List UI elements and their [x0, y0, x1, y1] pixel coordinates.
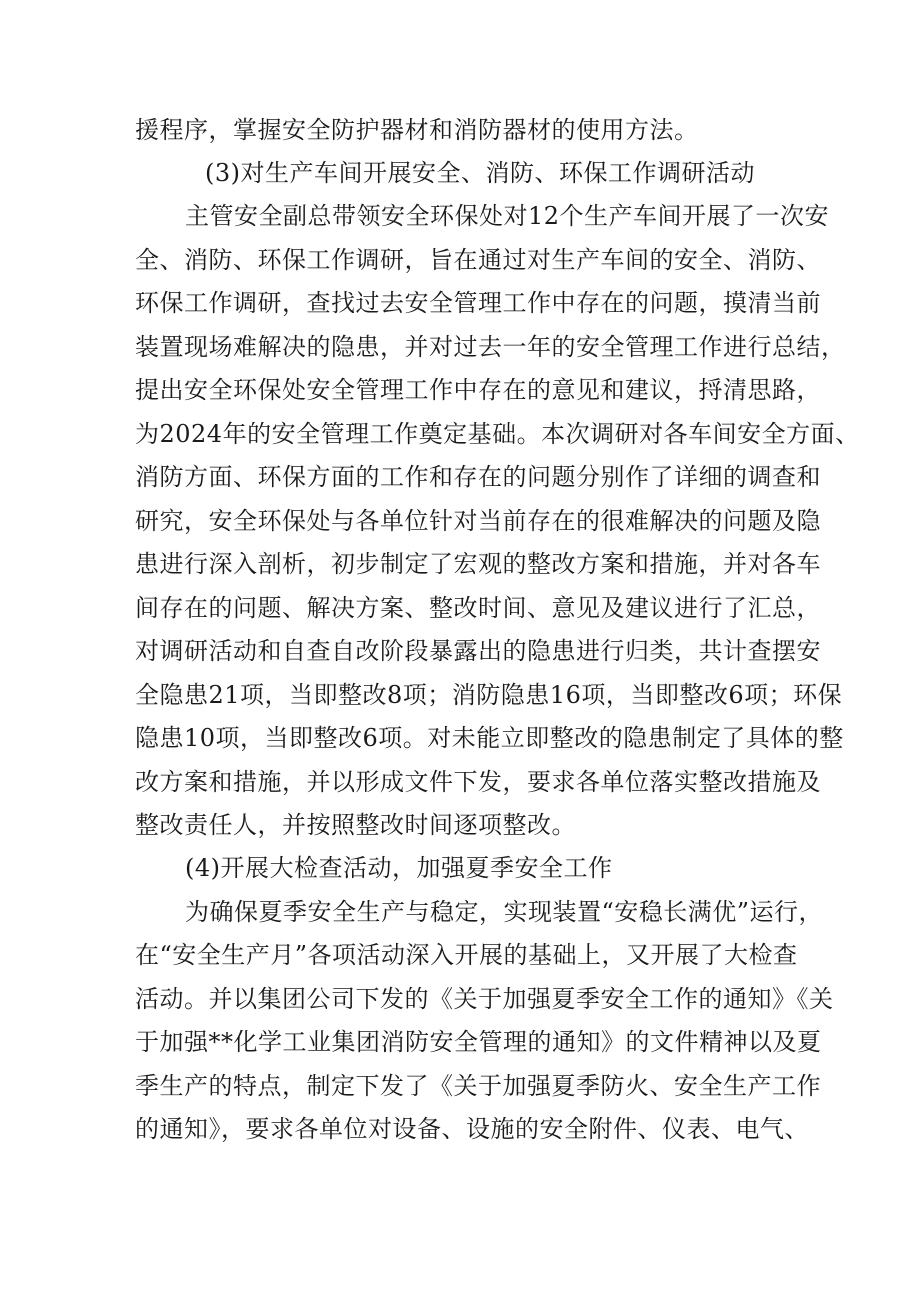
text-line: 间存在的问题、解决方案、整改时间、意见及建议进行了汇总， [135, 594, 821, 622]
text-line: 装置现场难解决的隐患，并对过去一年的安全管理工作进行总结， [135, 333, 846, 361]
text-line: 研究，安全环保处与各单位针对当前存在的很难解决的问题及隐 [135, 507, 821, 535]
section-heading-4: (4)开展大检查活动，加强夏季安全工作 [185, 854, 613, 882]
text-line: 整改责任人，并按照整改时间逐项整改。 [135, 811, 576, 839]
text-line: 季生产的特点，制定下发了《关于加强夏季防火、安全生产工作 [135, 1072, 821, 1100]
text-line: 全、消防、环保工作调研，旨在通过对生产车间的安全、消防、 [135, 246, 821, 274]
text-line: 隐患10项，当即整改6项。对未能立即整改的隐患制定了具体的整 [135, 724, 844, 752]
section-heading-3: (3)对生产车间开展安全、消防、环保工作调研活动 [205, 159, 755, 187]
text-line: 活动。并以集团公司下发的《关于加强夏季安全工作的通知》《关 [135, 985, 834, 1013]
text-line: 为确保夏季安全生产与稳定，实现装置“安稳长满优”运行， [185, 898, 824, 926]
text-line: 提出安全环保处安全管理工作中存在的意见和建议，捋清思路， [135, 376, 821, 404]
text-line: 患进行深入剖析，初步制定了宏观的整改方案和措施，并对各车 [135, 550, 821, 578]
text-line: 于加强**化学工业集团消防安全管理的通知》的文件精神以及夏 [135, 1028, 822, 1056]
text-line: 为2024年的安全管理工作奠定基础。本次调研对各车间安全方面、 [135, 420, 860, 448]
text-line: 主管安全副总带领安全环保处对12个生产车间开展了一次安 [185, 202, 830, 230]
text-line: 在“安全生产月”各项活动深入开展的基础上，又开展了大检查 [135, 941, 798, 969]
text-line: 的通知》，要求各单位对设备、设施的安全附件、仪表、电气、 [135, 1115, 809, 1143]
text-line: 消防方面、环保方面的工作和存在的问题分别作了详细的调查和 [135, 463, 821, 491]
text-line: 全隐患21项，当即整改8项；消防隐患16项，当即整改6项；环保 [135, 681, 843, 709]
text-line: 对调研活动和自查自改阶段暴露出的隐患进行归类，共计查摆安 [135, 637, 821, 665]
text-line: 援程序，掌握安全防护器材和消防器材的使用方法。 [135, 116, 699, 144]
text-line: 环保工作调研，查找过去安全管理工作中存在的问题，摸清当前 [135, 289, 821, 317]
text-line: 改方案和措施，并以形成文件下发，要求各单位落实整改措施及 [135, 768, 821, 796]
